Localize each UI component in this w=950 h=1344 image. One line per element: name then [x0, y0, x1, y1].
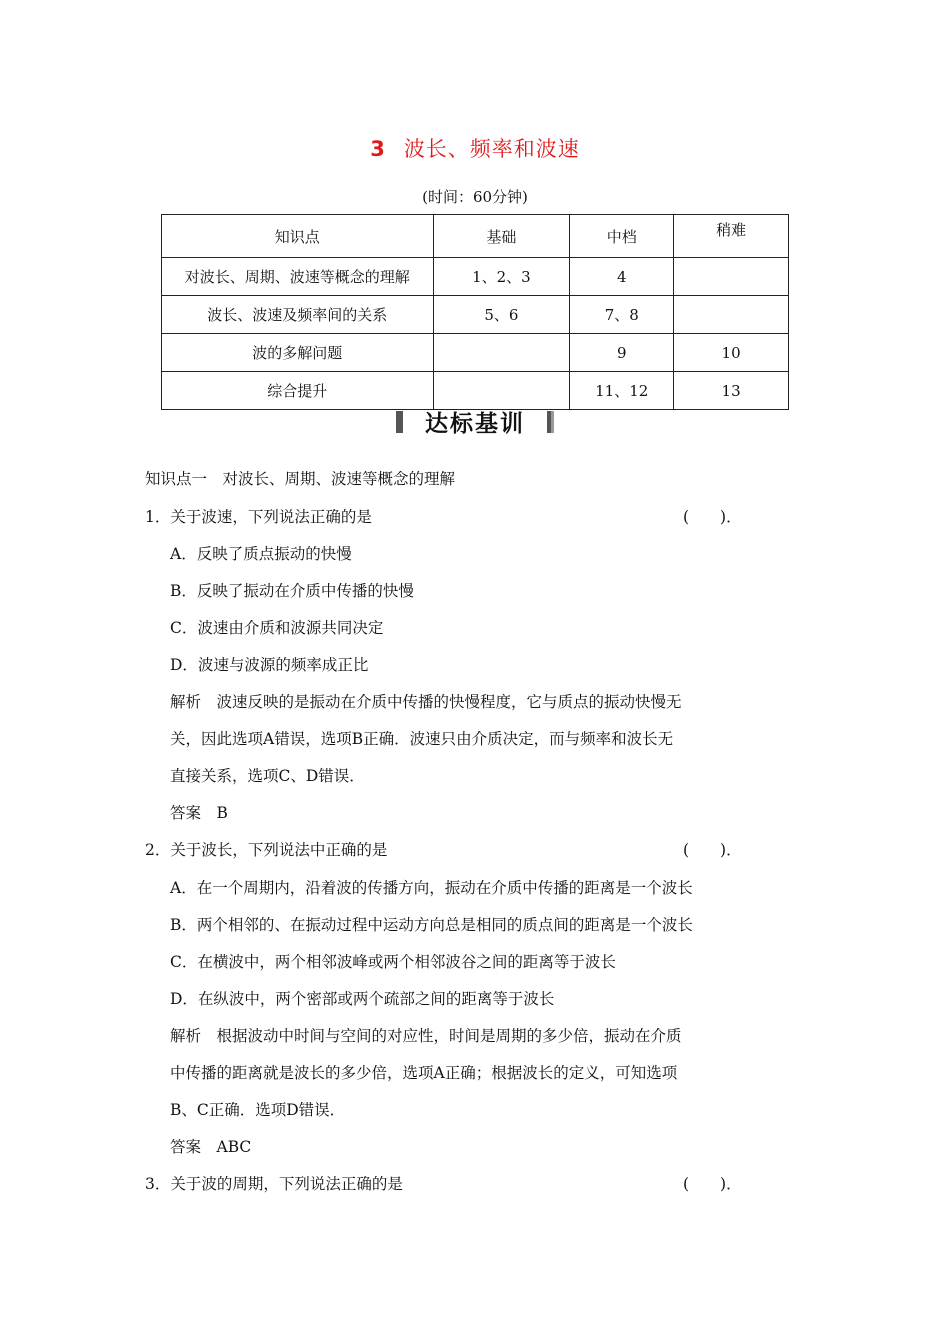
- section-banner: [0, 405, 950, 438]
- q2-option: B．两个相邻的、在振动过程中运动方向总是相同的质点间的距离是一个波长: [170, 916, 693, 934]
- table-cell: 1、2、3: [433, 258, 570, 296]
- table-row: [162, 334, 789, 372]
- q1-option: B．反映了振动在介质中传播的快慢: [170, 582, 414, 600]
- table-header-cell: 中档: [570, 215, 674, 258]
- table-header-cell: 基础: [433, 215, 570, 258]
- table-cell: 5、6: [433, 296, 570, 334]
- table-cell: 7、8: [570, 296, 674, 334]
- table-cell: 4: [570, 258, 674, 296]
- time-note: (时间：60分钟): [422, 188, 528, 206]
- q1-bracket: ( )．: [683, 508, 742, 526]
- q2-analysis-line: 解析 根据波动中时间与空间的对应性，时间是周期的多少倍，振动在介质: [170, 1027, 682, 1045]
- q2-option: D．在纵波中，两个密部或两个疏部之间的距离等于波长: [170, 990, 555, 1008]
- title-text: 波长、频率和波速: [403, 137, 580, 161]
- q1-stem: 1．关于波速，下列说法正确的是: [145, 508, 372, 526]
- section-banner-text: 达标基训: [425, 411, 525, 437]
- table-cell: 综合提升: [162, 372, 434, 410]
- q1-option: A．反映了质点振动的快慢: [170, 545, 352, 563]
- q2-option: A．在一个周期内，沿着波的传播方向，振动在介质中传播的距离是一个波长: [170, 879, 693, 897]
- q2-option: C．在横波中，两个相邻波峰或两个相邻波谷之间的距离等于波长: [170, 953, 616, 971]
- table-row: [162, 296, 789, 334]
- q1-option: D．波速与波源的频率成正比: [170, 656, 369, 674]
- table-cell: [433, 372, 570, 410]
- table-cell: [674, 296, 789, 334]
- q2-stem: 2．关于波长，下列说法中正确的是: [145, 841, 388, 859]
- q3-stem: 3．关于波的周期，下列说法正确的是: [145, 1175, 403, 1193]
- table-cell: [674, 258, 789, 296]
- table-cell: [433, 334, 570, 372]
- table-header-cell: 稍难: [674, 215, 789, 258]
- table-header-row: [162, 215, 789, 258]
- q1-analysis-line: 解析 波速反映的是振动在介质中传播的快慢程度，它与质点的振动快慢无: [170, 693, 682, 711]
- q1-option: C．波速由介质和波源共同决定: [170, 619, 384, 637]
- q2-analysis-line: B、C正确．选项D错误．: [170, 1101, 346, 1119]
- table-cell: 对波长、周期、波速等概念的理解: [162, 258, 434, 296]
- table-cell: 10: [674, 334, 789, 372]
- q2-bracket: ( )．: [683, 841, 742, 859]
- q3-bracket: ( )．: [683, 1175, 742, 1193]
- knowledge-point-heading: 知识点一 对波长、周期、波速等概念的理解: [145, 470, 456, 488]
- table-cell: 13: [674, 372, 789, 410]
- title-number: 3: [370, 137, 386, 161]
- q1-analysis-line: 直接关系，选项C、D错误．: [170, 767, 365, 785]
- table-cell: 11、12: [570, 372, 674, 410]
- banner-right-bar: [547, 411, 554, 433]
- knowledge-table: [161, 214, 789, 410]
- q1-answer: 答案 B: [170, 804, 228, 822]
- table-row: [162, 372, 789, 410]
- page-title: [0, 133, 950, 163]
- banner-left-bar: [396, 411, 403, 433]
- q2-answer: 答案 ABC: [170, 1138, 252, 1156]
- table-header-cell: 知识点: [162, 215, 434, 258]
- table-cell: 波的多解问题: [162, 334, 434, 372]
- table-row: [162, 258, 789, 296]
- q2-analysis-line: 中传播的距离就是波长的多少倍，选项A正确；根据波长的定义，可知选项: [170, 1064, 678, 1082]
- q1-analysis-line: 关，因此选项A错误，选项B正确．波速只由介质决定，而与频率和波长无: [170, 730, 674, 748]
- table-cell: 波长、波速及频率间的关系: [162, 296, 434, 334]
- table-cell: 9: [570, 334, 674, 372]
